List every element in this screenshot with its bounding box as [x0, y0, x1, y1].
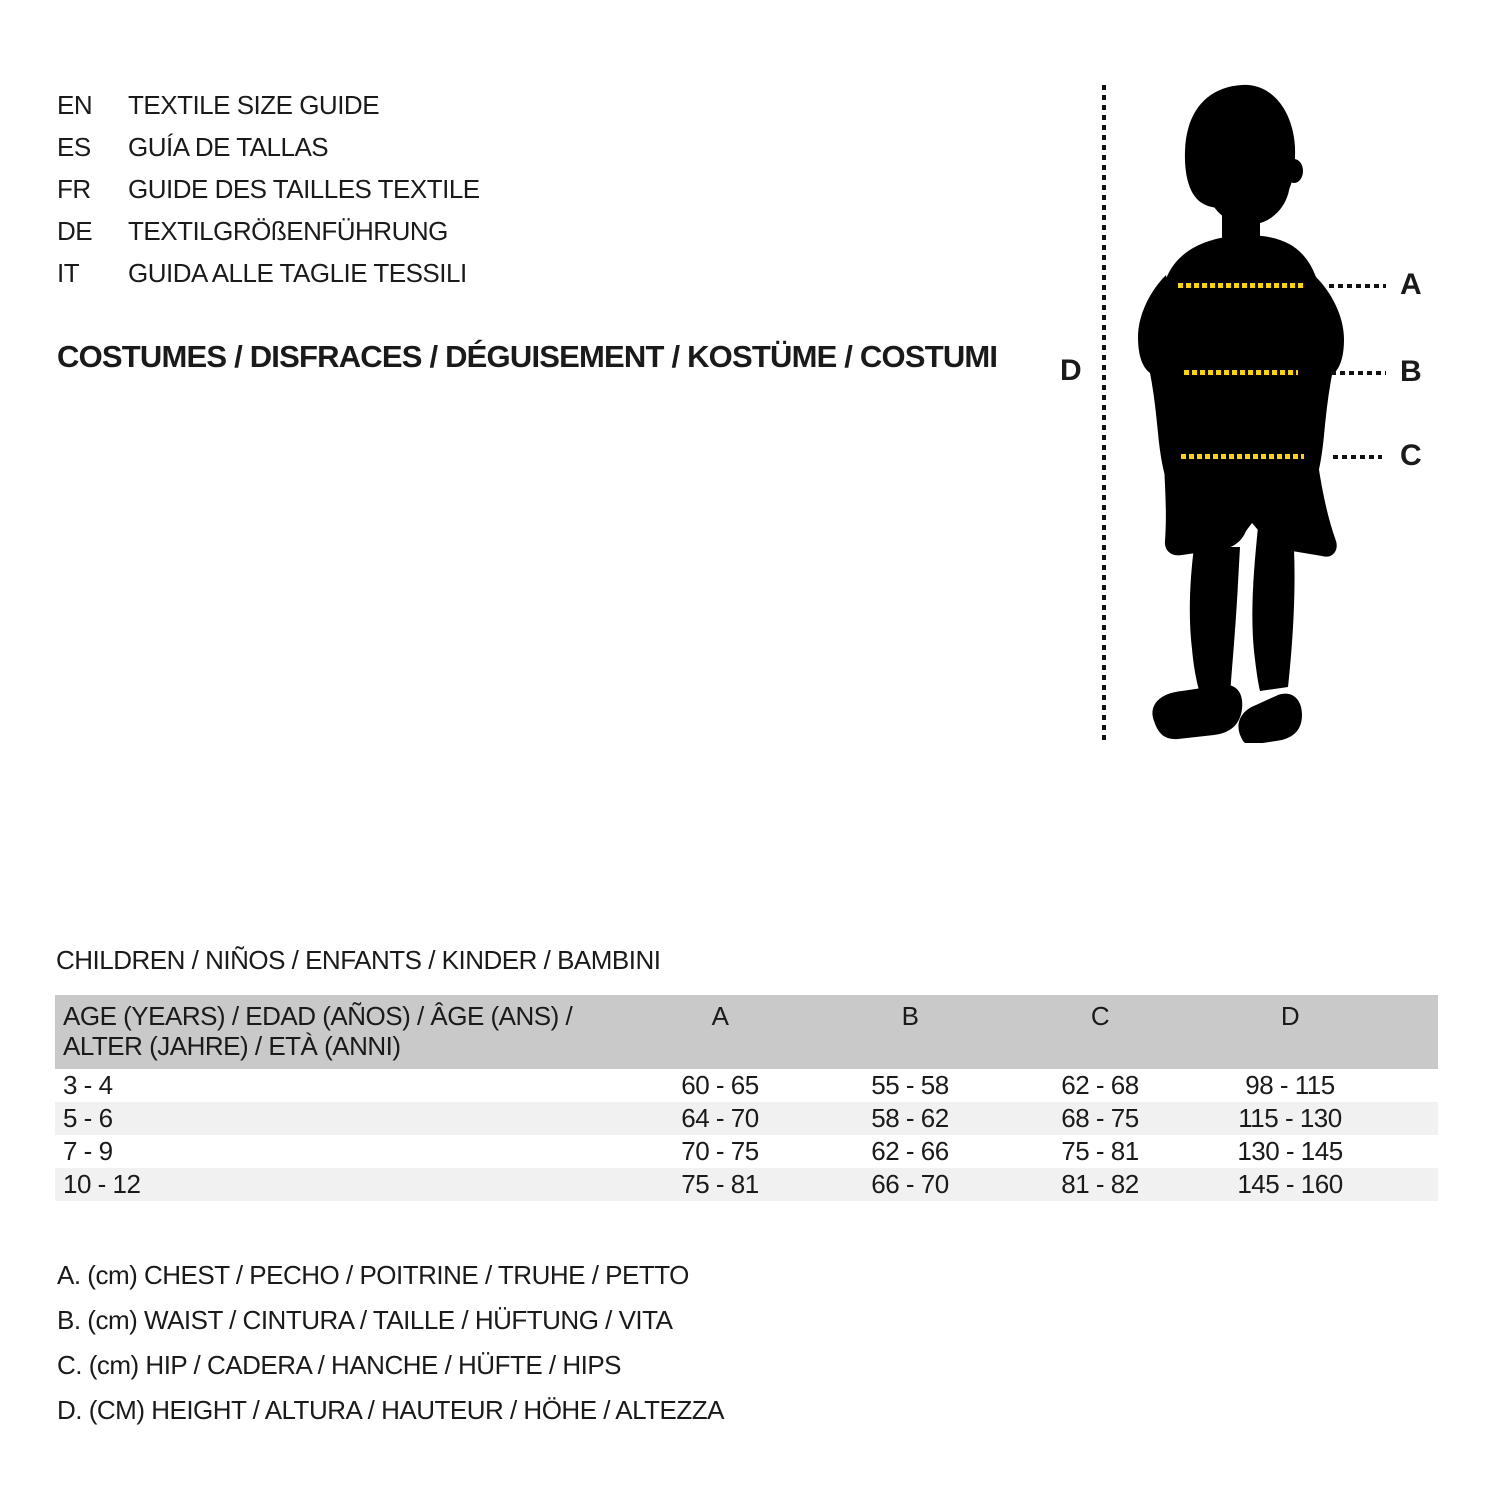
language-row-fr: [57, 168, 480, 210]
chest-line: [1178, 283, 1305, 288]
waist-cell: 62 - 66: [871, 1136, 949, 1166]
height-cell: 130 - 145: [1237, 1136, 1343, 1166]
column-header-d: D: [1280, 1001, 1300, 1031]
hip-label: C: [1400, 439, 1422, 472]
language-row-it: [57, 252, 480, 294]
waist-line: [1184, 370, 1298, 375]
language-row-en: [57, 84, 480, 126]
chest-cell: 60 - 65: [681, 1070, 759, 1100]
height-cell: 145 - 160: [1237, 1169, 1343, 1199]
age-cell: 3 - 4: [63, 1070, 113, 1100]
language-code: DE: [57, 215, 93, 246]
table-row: [55, 1069, 1438, 1102]
legend-waist: B. (cm) WAIST / CINTURA / TAILLE / HÜFTUNG / VITA: [57, 1305, 673, 1335]
chest-cell: 75 - 81: [681, 1169, 759, 1199]
language-title: GUÍA DE TALLAS: [128, 131, 329, 162]
height-cell: 115 - 130: [1238, 1103, 1342, 1133]
waist-leader-line: [1331, 371, 1386, 375]
waist-cell: 66 - 70: [871, 1169, 949, 1199]
language-row-es: [57, 126, 480, 168]
language-title: TEXTILGRÖßENFÜHRUNG: [128, 215, 448, 246]
chest-cell: 64 - 70: [681, 1103, 759, 1133]
table-header-row: [55, 995, 1438, 1069]
language-code: IT: [57, 257, 80, 288]
language-code: FR: [57, 173, 91, 204]
waist-cell: 58 - 62: [871, 1103, 949, 1133]
chest-label: A: [1400, 268, 1422, 301]
height-line: [1102, 85, 1106, 742]
section-title-children: CHILDREN / NIÑOS / ENFANTS / KINDER / BAMBINI: [56, 945, 661, 975]
language-list: [57, 84, 480, 294]
language-title: GUIDE DES TAILLES TEXTILE: [128, 173, 480, 204]
height-cell: 98 - 115: [1245, 1070, 1335, 1100]
column-header-c: C: [1090, 1001, 1110, 1031]
language-row-de: [57, 210, 480, 252]
table-row: [55, 1135, 1438, 1168]
column-header-b: B: [901, 1001, 919, 1031]
waist-cell: 55 - 58: [871, 1070, 949, 1100]
hip-cell: 81 - 82: [1061, 1169, 1139, 1199]
age-cell: 5 - 6: [63, 1103, 113, 1133]
language-code: ES: [57, 131, 91, 162]
size-table: [55, 995, 1438, 1201]
child-silhouette-icon: [1130, 83, 1370, 743]
age-header-line2: ALTER (JAHRE) / ETÀ (ANNI): [63, 1031, 401, 1061]
table-row: [55, 1168, 1438, 1201]
column-header-a: A: [711, 1001, 729, 1031]
hip-cell: 75 - 81: [1061, 1136, 1139, 1166]
hip-cell: 62 - 68: [1061, 1070, 1139, 1100]
page-title: COSTUMES / DISFRACES / DÉGUISEMENT / KOSTÜME / COSTUMI: [57, 339, 998, 374]
height-label: D: [1060, 354, 1082, 387]
age-cell: 10 - 12: [63, 1169, 141, 1199]
hip-cell: 68 - 75: [1061, 1103, 1139, 1133]
hip-leader-line: [1333, 455, 1382, 459]
age-header-line1: AGE (YEARS) / EDAD (AÑOS) / ÂGE (ANS) /: [63, 1001, 573, 1031]
measurement-legend: [57, 1253, 724, 1433]
legend-chest: A. (cm) CHEST / PECHO / POITRINE / TRUHE / PETTO: [57, 1260, 689, 1290]
age-cell: 7 - 9: [63, 1136, 113, 1166]
legend-hip: C. (cm) HIP / CADERA / HANCHE / HÜFTE / HIPS: [57, 1350, 622, 1380]
chest-leader-line: [1329, 284, 1386, 288]
table-row: [55, 1102, 1438, 1135]
hip-line: [1181, 454, 1304, 459]
language-title: GUIDA ALLE TAGLIE TESSILI: [128, 257, 467, 288]
legend-height: D. (CM) HEIGHT / ALTURA / HAUTEUR / HÖHE / ALTEZZA: [57, 1395, 724, 1425]
waist-label: B: [1400, 355, 1422, 388]
language-title: TEXTILE SIZE GUIDE: [128, 89, 380, 120]
language-code: EN: [57, 89, 93, 120]
age-column-header: [55, 1001, 625, 1061]
chest-cell: 70 - 75: [681, 1136, 759, 1166]
